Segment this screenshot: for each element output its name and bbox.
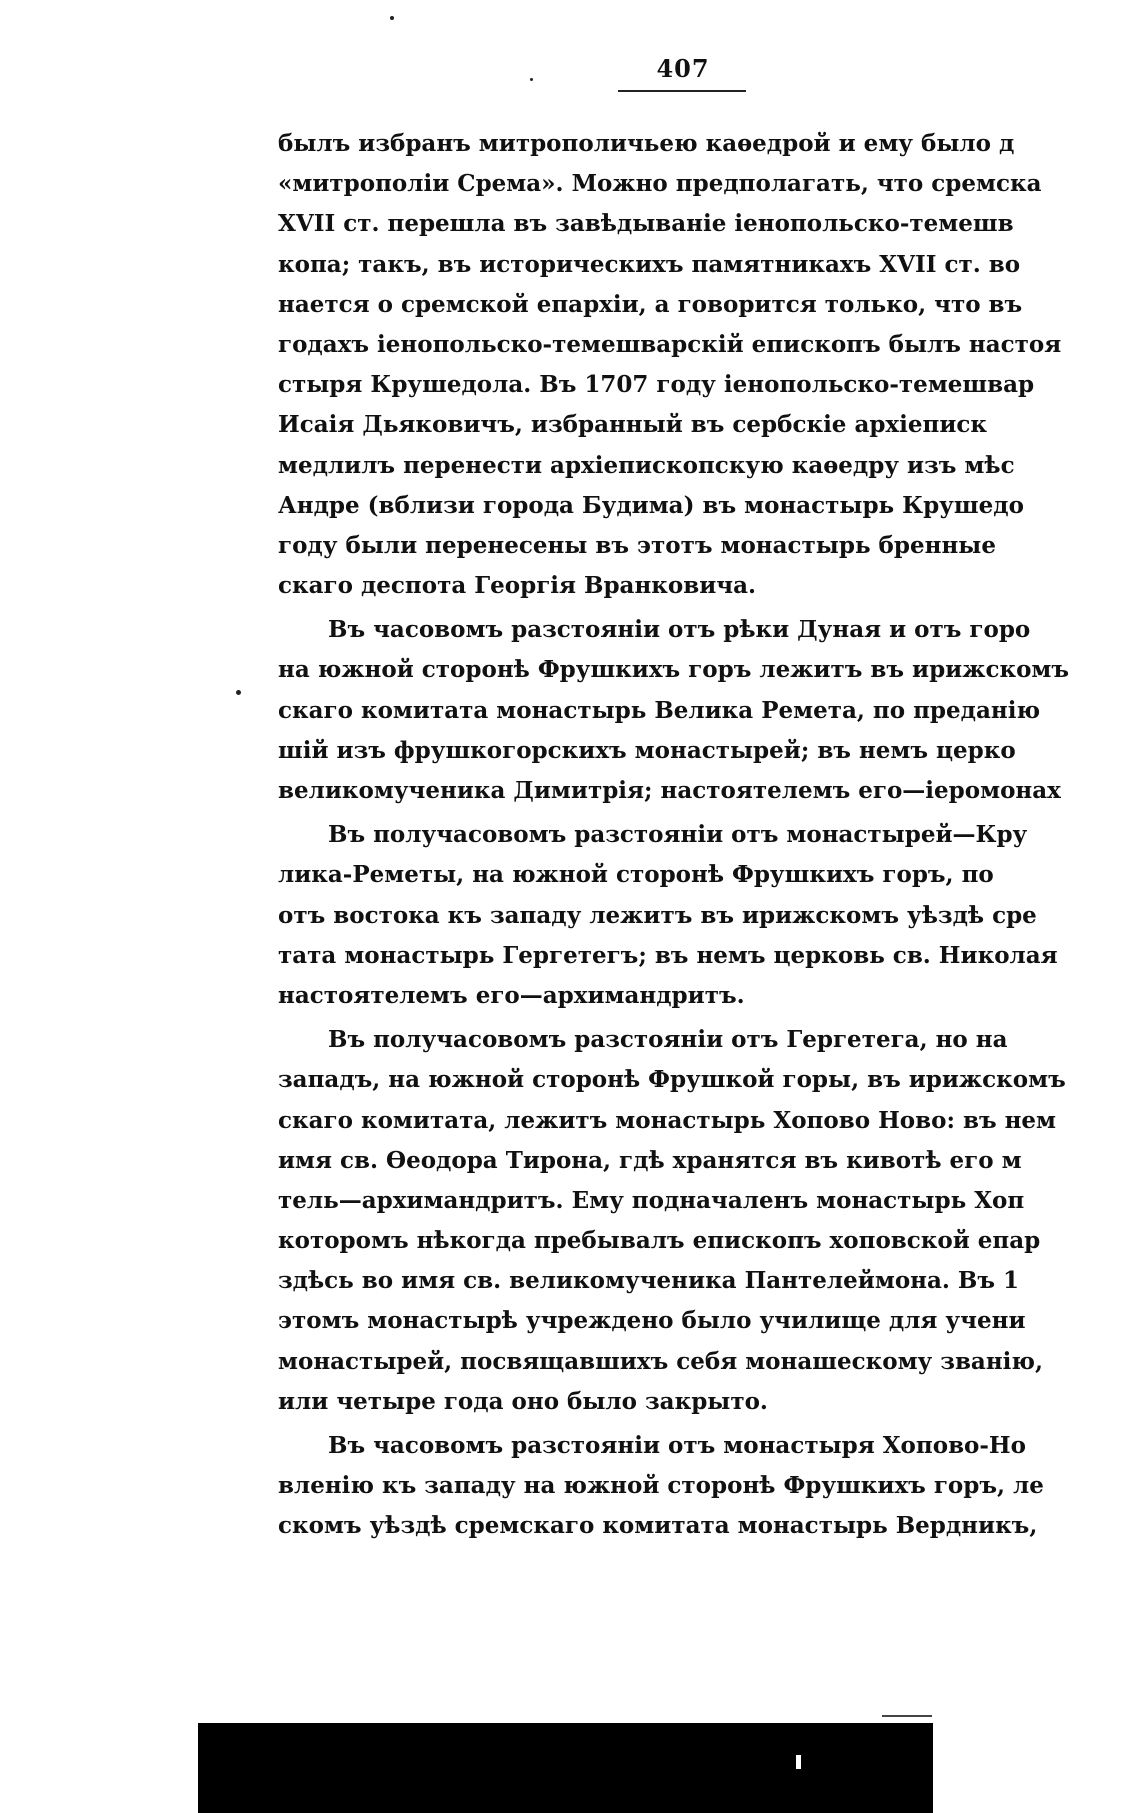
text-line: шій изъ фрушкогорскихъ монастырей; въ немъ церко [278,736,1016,764]
text-line: великомученика Димитрія; настоятелемъ его—іеромонах [278,777,1061,804]
text-line: медлилъ перенести архіепископскую каѳедру изъ мѣс [278,451,1015,479]
text-line: скомъ уѣздѣ сремскаго комитата монастырь Вердникъ, [278,1512,1038,1540]
text-line: которомъ нѣкогда пребывалъ епископъ хоповской епар [278,1227,1041,1255]
body-text [278,124,1070,1540]
text-line: копа; такъ, въ историческихъ памятникахъ XVII ст. во [278,250,1021,278]
text-line: «митрополіи Срема». Можно предполагать, что сремска [278,170,1042,198]
text-line: XVII ст. перешла въ завѣдываніе іенопольско-темешв [278,210,1014,238]
text-line: имя св. Ѳеодора Тирона, гдѣ хранятся въ кивотѣ его м [278,1146,1022,1174]
text-line: году были перенесены въ этотъ монастырь бренные [278,531,996,559]
text-line: Исаія Дьяковичъ, избранный въ сербскіе архіеписк [278,411,988,439]
speck-margin [236,690,241,695]
text-line: или четыре года оно было закрыто. [278,1387,768,1415]
text-line: отъ востока къ западу лежитъ въ ирижскомъ уѣздѣ сре [278,901,1037,929]
text-line: западъ, на южной сторонѣ Фрушкой горы, въ ирижскомъ [278,1066,1066,1094]
paragraph-start-line: Въ часовомъ разстояніи отъ рѣки Дуная и отъ горо [328,616,1031,644]
text-line: скаго комитата монастырь Велика Ремета, по преданію [278,696,1041,724]
text-line: скаго деспота Георгія Вранковича. [278,572,757,600]
scan-edge-mark [882,1715,932,1717]
page-number: 407 [656,54,710,83]
text-line: стыря Крушедола. Въ 1707 году іенопольско-темешвар [278,371,1035,399]
speck-top [390,16,394,20]
text-line: настоятелемъ его—архимандритъ. [278,981,745,1009]
text-line: Андре (вблизи города Будима) въ монастырь Крушедо [278,491,1024,519]
text-line: тата монастырь Гергетегъ; въ немъ церковь св. Николая [278,941,1058,969]
text-line: монастырей, посвящавшихъ себя монашескому званію, [278,1347,1043,1375]
speck-header [530,78,533,81]
text-line: былъ избранъ митрополичьею каѳедрой и ему было д [278,130,1015,157]
text-line: вленію къ западу на южной сторонѣ Фрушкихъ горъ, ле [278,1472,1044,1500]
paragraph-start-line: Въ получасовомъ разстояніи отъ монастырей—Кру [328,821,1028,849]
text-line: здѣсь во имя св. великомученика Пантелеймона. Въ 1 [278,1267,1020,1295]
text-line: скаго комитата, лежитъ монастырь Хопово Ново: въ нем [278,1106,1057,1134]
text-line: годахъ іенопольско-темешварскій епископъ былъ настоя [278,330,1062,358]
paragraph-start-line: Въ получасовомъ разстояніи отъ Гергетега, но на [328,1026,1008,1054]
text-line: тель—архимандритъ. Ему подначаленъ монастырь Хоп [278,1186,1025,1214]
scan-bottom-speck [796,1755,801,1769]
text-line: нается о сремской епархіи, а говорится только, что въ [278,290,1023,318]
paragraph-start-line: Въ часовомъ разстояніи отъ монастыря Хопово-Но [328,1432,1027,1459]
text-line: этомъ монастырѣ учреждено было училище для учени [278,1307,1026,1335]
scan-bottom-black-border [198,1723,933,1813]
page-number-rule [618,90,746,92]
text-line: лика-Реметы, на южной сторонѣ Фрушкихъ горъ, по [278,861,994,889]
text-line: на южной сторонѣ Фрушкихъ горъ лежитъ въ ирижскомъ [278,656,1070,684]
